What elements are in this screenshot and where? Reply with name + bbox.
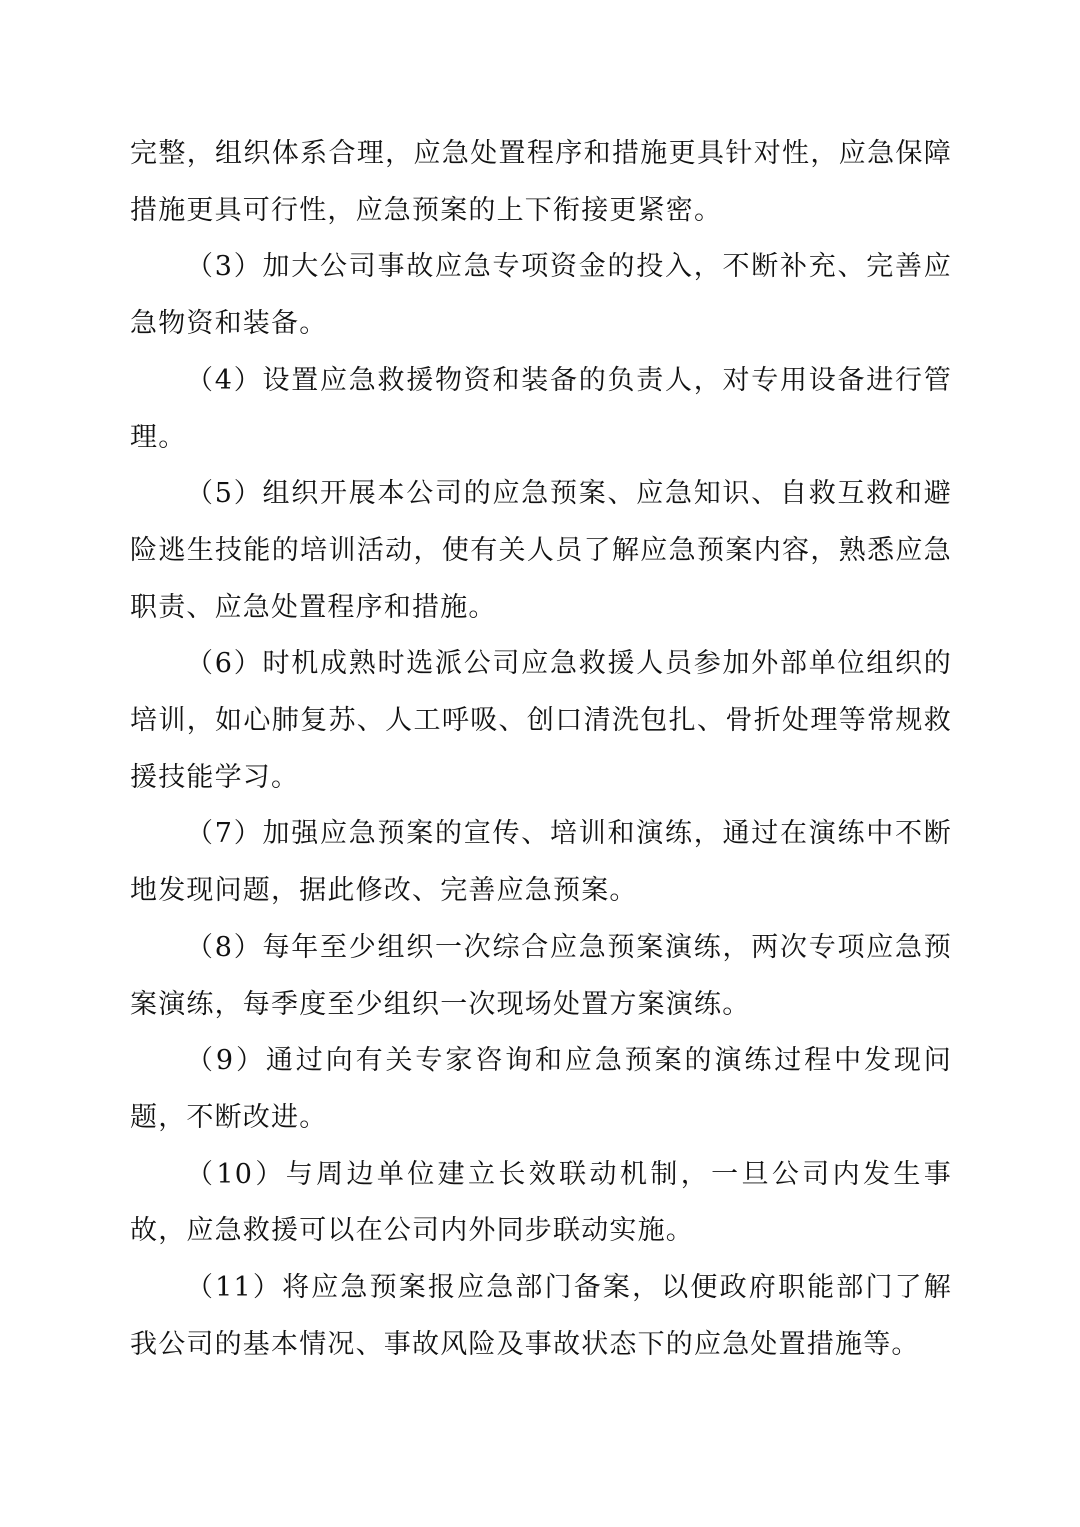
paragraph-item-7: （7）加强应急预案的宣传、培训和演练，通过在演练中不断地发现问题，据此修改、完善应急预案。 <box>130 818 952 907</box>
paragraph-item-4: （4）设置应急救援物资和装备的负责人，对专用设备进行管理。 <box>130 364 952 453</box>
paragraph-item-9: （9）通过向有关专家咨询和应急预案的演练过程中发现问题，不断改进。 <box>130 1045 952 1133</box>
paragraph-item-3: （3）加大公司事故应急专项资金的投入，不断补充、完善应急物资和装备。 <box>130 251 952 340</box>
paragraph-item-6: （6）时机成熟时选派公司应急救援人员参加外部单位组织的培训，如心肺复苏、人工呼吸、创口清洗包扎、骨折处理等常规救援技能学习。 <box>130 648 952 793</box>
paragraph-continuation: 完整，组织体系合理，应急处置程序和措施更具针对性，应急保障措施更具可行性，应急预案的上下衔接更紧密。 <box>130 138 952 226</box>
document-body <box>130 126 952 1373</box>
paragraph-item-11: （11）将应急预案报应急部门备案，以便政府职能部门了解我公司的基本情况、事故风险及事故状态下的应急处置措施等。 <box>130 1272 952 1360</box>
paragraph-item-10: （10）与周边单位建立长效联动机制，一旦公司内发生事故，应急救援可以在公司内外同步联动实施。 <box>130 1158 952 1247</box>
paragraph-item-5: （5）组织开展本公司的应急预案、应急知识、自救互救和避险逃生技能的培训活动，使有关人员了解应急预案内容，熟悉应急职责、应急处置程序和措施。 <box>130 478 952 623</box>
paragraph-item-8: （8）每年至少组织一次综合应急预案演练，两次专项应急预案演练，每季度至少组织一次现场处置方案演练。 <box>130 931 952 1020</box>
